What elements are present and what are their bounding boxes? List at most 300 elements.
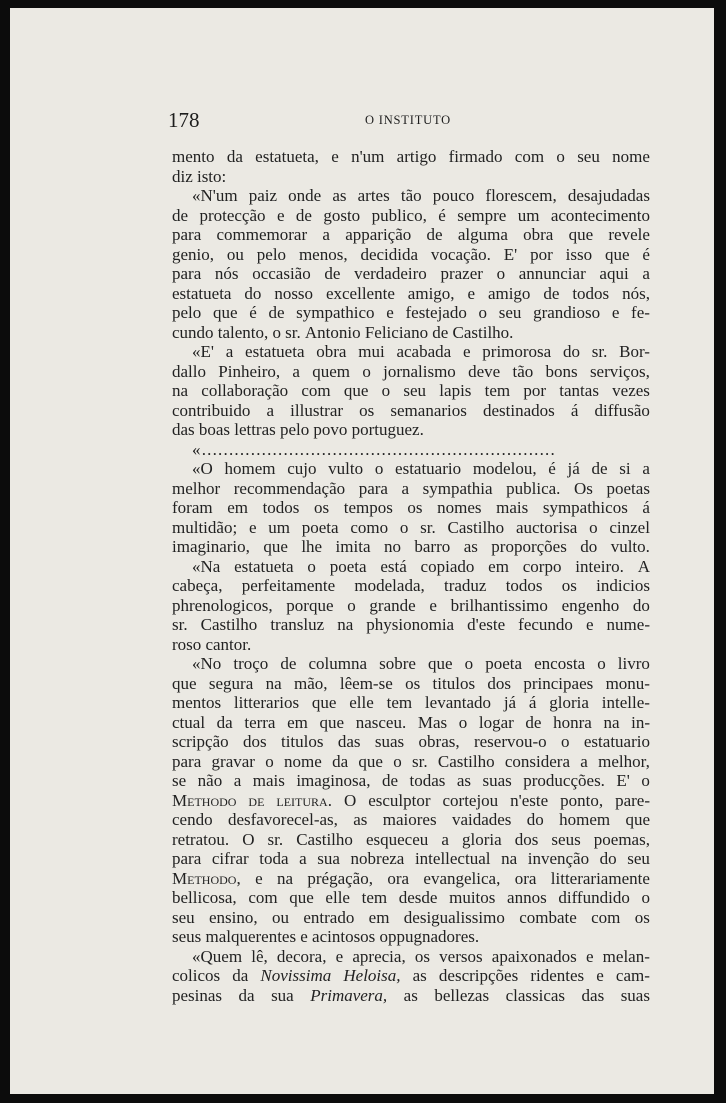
text-line bbox=[172, 693, 650, 713]
word: homem bbox=[224, 459, 276, 478]
word: muitos bbox=[449, 888, 496, 907]
word: em bbox=[287, 712, 308, 732]
word: o bbox=[393, 751, 402, 771]
word: recommendação bbox=[233, 478, 346, 498]
word: de bbox=[381, 771, 398, 790]
word: apparição bbox=[345, 225, 412, 244]
word: das bbox=[172, 420, 195, 439]
word: pelo bbox=[256, 244, 287, 264]
text-line bbox=[172, 518, 650, 538]
body-text bbox=[172, 147, 650, 1005]
word: de bbox=[324, 264, 341, 283]
word: nume- bbox=[606, 615, 650, 634]
word: a bbox=[292, 361, 300, 381]
word: ou bbox=[272, 907, 289, 927]
word: que bbox=[358, 751, 383, 771]
word: de bbox=[543, 283, 560, 303]
word: de bbox=[248, 790, 265, 810]
word: homem bbox=[559, 810, 611, 829]
word: traduz bbox=[443, 576, 487, 595]
word: Castilho bbox=[437, 751, 495, 771]
word: troço bbox=[233, 654, 269, 673]
word: o bbox=[464, 654, 474, 673]
text-line bbox=[172, 323, 650, 343]
word: seu bbox=[403, 381, 427, 400]
word: por bbox=[530, 244, 553, 264]
word: verdadeiro bbox=[354, 264, 427, 283]
word: nosso bbox=[274, 283, 314, 303]
word: e bbox=[248, 517, 257, 537]
word: estatueta bbox=[234, 556, 294, 576]
word: e bbox=[611, 303, 620, 322]
text-line bbox=[172, 830, 650, 850]
word: fe- bbox=[631, 303, 650, 322]
word: e bbox=[585, 615, 594, 634]
word: Primavera, bbox=[310, 985, 388, 1005]
word: prazer bbox=[440, 264, 483, 283]
word: para bbox=[172, 849, 202, 868]
word: os bbox=[359, 400, 375, 420]
word: acintosos bbox=[312, 927, 376, 946]
word: a bbox=[225, 342, 234, 361]
word: lhe bbox=[301, 537, 323, 556]
word: de bbox=[432, 322, 449, 342]
word: malquerentes bbox=[205, 927, 297, 946]
word: apaixonados bbox=[491, 946, 577, 966]
word: obras, bbox=[418, 732, 460, 751]
word: vaidades bbox=[451, 810, 512, 829]
word: publica. bbox=[506, 478, 561, 498]
word: elle bbox=[325, 888, 350, 907]
word: do bbox=[632, 595, 650, 615]
word: commemorar bbox=[216, 225, 308, 244]
word: desajudadas bbox=[567, 186, 650, 205]
word: cantor. bbox=[205, 634, 252, 654]
word: melan- bbox=[602, 946, 650, 966]
word: Os bbox=[574, 478, 593, 498]
word: sua bbox=[271, 985, 294, 1005]
word: da bbox=[226, 147, 243, 166]
word: melhor bbox=[172, 478, 221, 498]
word: isso bbox=[565, 244, 593, 264]
page-header bbox=[168, 108, 648, 136]
word: ora bbox=[387, 868, 410, 888]
word: portuguez. bbox=[351, 420, 424, 439]
word: do bbox=[599, 849, 617, 868]
word: amigo, bbox=[407, 283, 455, 303]
word: isto: bbox=[196, 166, 227, 186]
text-line bbox=[172, 908, 650, 928]
word: grande bbox=[369, 595, 416, 615]
word: as bbox=[463, 537, 478, 556]
word: deve bbox=[468, 361, 501, 381]
word: do bbox=[244, 283, 262, 303]
word: copiado bbox=[420, 556, 475, 576]
word: um bbox=[268, 517, 290, 537]
word: da bbox=[216, 712, 233, 732]
word: aqui bbox=[599, 264, 629, 283]
word: melhor, bbox=[598, 751, 650, 771]
word: columna bbox=[308, 654, 368, 673]
word: as bbox=[403, 985, 418, 1005]
word: as bbox=[332, 186, 347, 205]
word: excellente bbox=[325, 283, 395, 303]
word: grandioso bbox=[533, 303, 601, 322]
word: Pinheiro, bbox=[218, 361, 281, 381]
word: e bbox=[300, 927, 308, 946]
word: mento bbox=[172, 147, 215, 166]
word: que bbox=[289, 888, 314, 907]
word: tempos bbox=[343, 498, 393, 517]
word: que bbox=[343, 381, 369, 400]
word: Castilho bbox=[296, 829, 353, 849]
word: segura bbox=[208, 673, 254, 693]
word: e bbox=[429, 595, 437, 615]
word: como bbox=[350, 517, 389, 537]
word: sr. bbox=[285, 322, 301, 342]
word: intellectual bbox=[414, 849, 491, 868]
word: classicas bbox=[505, 985, 566, 1005]
word: serviços, bbox=[589, 361, 650, 381]
word: decora, bbox=[276, 946, 327, 966]
word: artigo bbox=[396, 147, 437, 166]
word: revele bbox=[608, 225, 650, 244]
word: gosto bbox=[323, 205, 361, 225]
word: Feliciano bbox=[364, 322, 429, 342]
word: entrado bbox=[303, 907, 355, 927]
word: bons bbox=[545, 361, 578, 381]
word: n'este bbox=[510, 790, 549, 810]
word: nome bbox=[284, 751, 322, 771]
word: para bbox=[172, 751, 202, 771]
word: ponto, bbox=[560, 790, 604, 810]
word: o bbox=[362, 361, 371, 381]
word: obra bbox=[523, 225, 554, 244]
word: «N'um bbox=[192, 186, 238, 205]
word: cifrar bbox=[211, 849, 249, 868]
word: bellezas bbox=[434, 985, 490, 1005]
word: para bbox=[172, 264, 202, 283]
text-line bbox=[172, 713, 650, 733]
word: o bbox=[458, 712, 468, 732]
word: na bbox=[172, 381, 189, 400]
word: a bbox=[642, 459, 650, 478]
word: poeta bbox=[485, 654, 523, 673]
text-line bbox=[172, 674, 650, 694]
word: suas bbox=[374, 732, 405, 751]
word: producções. bbox=[523, 771, 605, 790]
word: cabeça, bbox=[172, 576, 223, 595]
word: occasião bbox=[252, 264, 311, 283]
word: collaboração bbox=[201, 381, 289, 400]
word: o bbox=[307, 556, 316, 576]
word: versos bbox=[439, 946, 483, 966]
word: poeta bbox=[301, 517, 339, 537]
text-line bbox=[172, 264, 650, 284]
word: para bbox=[172, 225, 202, 244]
word: nós, bbox=[622, 283, 650, 303]
word: todas bbox=[409, 771, 446, 790]
word: cundo bbox=[172, 322, 214, 342]
word: de bbox=[525, 712, 542, 732]
word: vulto. bbox=[610, 537, 650, 556]
word: alguma bbox=[457, 225, 508, 244]
word: destinados bbox=[482, 400, 555, 420]
text-line bbox=[172, 986, 650, 1006]
word: já bbox=[503, 693, 517, 712]
word: todos bbox=[505, 576, 543, 595]
word: annunciar bbox=[518, 264, 586, 283]
word: seus bbox=[551, 829, 581, 849]
word: Castilho bbox=[200, 615, 258, 634]
word: é bbox=[249, 303, 257, 322]
word: os bbox=[314, 498, 330, 517]
word: gravar bbox=[211, 751, 255, 771]
word: esculptor bbox=[368, 790, 431, 810]
word: e bbox=[585, 946, 594, 966]
word: diffusão bbox=[594, 400, 650, 420]
word: logar bbox=[478, 712, 514, 732]
word: vezes bbox=[612, 381, 650, 400]
word: a bbox=[580, 751, 588, 771]
text-line bbox=[172, 791, 650, 811]
word: esqueceu bbox=[365, 829, 429, 849]
word: E' bbox=[503, 244, 518, 264]
word: sr. bbox=[420, 517, 436, 537]
word: Methodo, bbox=[172, 868, 241, 888]
word: evangelica, bbox=[423, 868, 501, 888]
word: «O bbox=[192, 459, 213, 478]
word: sobre bbox=[379, 654, 416, 673]
word: imaginario, bbox=[172, 537, 250, 556]
word: protecção bbox=[199, 205, 266, 225]
text-line bbox=[172, 654, 650, 674]
text-line bbox=[172, 615, 650, 635]
word: sr. bbox=[172, 615, 188, 634]
text-line bbox=[172, 167, 650, 187]
word: povo bbox=[313, 420, 348, 439]
word: Castilho. bbox=[452, 322, 514, 342]
word: poeta bbox=[329, 556, 367, 576]
word: em bbox=[488, 556, 509, 576]
word: tem bbox=[386, 693, 413, 712]
word: á bbox=[570, 400, 579, 420]
word: á bbox=[528, 693, 537, 712]
word: com bbox=[591, 907, 621, 927]
word: e bbox=[596, 966, 604, 985]
word: seu bbox=[627, 849, 650, 868]
word: artes bbox=[357, 186, 390, 205]
word: tão bbox=[512, 361, 534, 381]
word: A bbox=[637, 556, 650, 576]
word: monu- bbox=[605, 673, 650, 693]
word: da bbox=[238, 985, 255, 1005]
word: a bbox=[322, 225, 330, 244]
word: o bbox=[597, 654, 606, 673]
word: foram bbox=[172, 498, 213, 517]
word: diz bbox=[172, 166, 193, 186]
word: tem bbox=[361, 888, 388, 907]
text-line bbox=[172, 869, 650, 889]
word: que bbox=[319, 712, 345, 732]
word: gloria bbox=[549, 693, 589, 712]
text-line bbox=[172, 401, 650, 421]
word: da bbox=[232, 966, 249, 985]
text-line bbox=[172, 596, 650, 616]
word: em bbox=[227, 498, 248, 517]
word: as bbox=[412, 966, 427, 985]
word: por bbox=[523, 381, 547, 400]
word: de bbox=[280, 654, 297, 673]
word: dallo bbox=[172, 361, 206, 381]
word: Methodo bbox=[172, 790, 237, 810]
word: toda bbox=[259, 849, 289, 868]
word: semanarios bbox=[390, 400, 467, 420]
word: mentos bbox=[172, 693, 222, 712]
word: de bbox=[591, 459, 608, 478]
word: as bbox=[456, 771, 472, 790]
word: o bbox=[478, 303, 488, 322]
word: desigualissimo bbox=[403, 907, 505, 927]
word: genio, bbox=[172, 244, 215, 264]
word: poemas, bbox=[593, 829, 650, 849]
word: brilhantissimo bbox=[450, 595, 548, 615]
word: sr. bbox=[412, 751, 428, 771]
word: e bbox=[331, 147, 339, 166]
word: perfeitamente bbox=[241, 576, 336, 595]
word: que bbox=[172, 673, 197, 693]
word: de bbox=[295, 205, 312, 225]
word: é bbox=[438, 205, 446, 225]
word: publico, bbox=[371, 205, 427, 225]
word: o bbox=[589, 517, 598, 537]
word: vulto bbox=[328, 459, 364, 478]
text-line bbox=[172, 479, 650, 499]
word: todos bbox=[572, 283, 610, 303]
word: ensino, bbox=[209, 907, 258, 927]
word: jornalismo bbox=[383, 361, 456, 381]
word: suas bbox=[620, 985, 650, 1005]
word: dos bbox=[514, 829, 539, 849]
word: «E' bbox=[192, 342, 214, 361]
word: pelo bbox=[279, 420, 310, 439]
word: E' bbox=[616, 771, 630, 790]
word: do bbox=[526, 810, 544, 829]
word: não bbox=[197, 771, 223, 790]
text-line bbox=[172, 810, 650, 830]
word: com bbox=[301, 381, 331, 400]
word: Mas bbox=[417, 712, 448, 732]
word: intelle- bbox=[601, 693, 650, 712]
text-line bbox=[172, 498, 650, 518]
word: seu bbox=[498, 303, 522, 322]
word: nasceu. bbox=[355, 712, 407, 732]
word: nós bbox=[214, 264, 239, 283]
word: o bbox=[265, 751, 274, 771]
word: roso bbox=[172, 634, 202, 654]
word: nomes bbox=[437, 498, 482, 517]
word: os bbox=[561, 576, 577, 595]
word: sr. bbox=[267, 829, 284, 849]
word: obra bbox=[316, 342, 347, 361]
text-line bbox=[172, 303, 650, 323]
word: o bbox=[556, 147, 565, 166]
word: o bbox=[399, 517, 409, 537]
word: onde bbox=[288, 186, 322, 205]
word: phrenologicos, bbox=[172, 595, 273, 615]
word: diffundido bbox=[558, 888, 630, 907]
word: já bbox=[567, 459, 580, 478]
word: imaginosa, bbox=[296, 771, 371, 790]
word: o bbox=[561, 732, 570, 751]
word: tão bbox=[400, 186, 422, 205]
word: que bbox=[625, 810, 650, 829]
word: a bbox=[266, 400, 275, 420]
word: invenção bbox=[527, 849, 590, 868]
word: encosta bbox=[534, 654, 586, 673]
text-line bbox=[172, 947, 650, 967]
word: seu bbox=[172, 907, 195, 927]
word: desde bbox=[398, 888, 438, 907]
word: das bbox=[337, 732, 361, 751]
word: Novissima bbox=[260, 966, 332, 985]
word: o bbox=[641, 888, 650, 907]
word: prégação, bbox=[307, 868, 373, 888]
word: retratou. bbox=[172, 829, 230, 849]
word: a bbox=[441, 829, 449, 849]
word: d'este bbox=[467, 615, 506, 634]
word: e bbox=[467, 283, 476, 303]
word: maiores bbox=[382, 810, 437, 829]
word: a bbox=[299, 849, 307, 868]
text-line bbox=[172, 888, 650, 908]
word: festejado bbox=[405, 303, 467, 322]
word: pouco bbox=[432, 186, 475, 205]
word: annos bbox=[507, 888, 547, 907]
text-line bbox=[172, 459, 650, 479]
word: cam- bbox=[615, 966, 650, 985]
word: cortejou bbox=[442, 790, 499, 810]
word: reservou-o bbox=[473, 732, 547, 751]
word: quem bbox=[312, 361, 351, 381]
word: vocação. bbox=[430, 244, 491, 264]
word: ou bbox=[226, 244, 244, 264]
word: elle bbox=[349, 693, 374, 712]
word: O bbox=[242, 829, 255, 849]
word: que bbox=[311, 693, 337, 712]
text-line bbox=[172, 771, 650, 791]
word: da bbox=[332, 751, 349, 771]
word: oppugnadores. bbox=[379, 927, 480, 946]
word: corpo bbox=[522, 556, 562, 576]
word: proporções bbox=[491, 537, 567, 556]
word: os bbox=[405, 673, 421, 693]
word: o bbox=[374, 459, 384, 478]
text-line bbox=[172, 206, 650, 226]
word: physionomia bbox=[366, 615, 455, 634]
word: livro bbox=[617, 654, 650, 673]
word: fecundo bbox=[518, 615, 573, 634]
word: pesinas bbox=[172, 985, 223, 1005]
word: nome bbox=[612, 147, 650, 166]
word: os bbox=[634, 907, 650, 927]
text-line bbox=[172, 342, 650, 362]
word: estatueta bbox=[245, 342, 305, 361]
word: talento, bbox=[217, 322, 269, 342]
word: a bbox=[401, 478, 410, 498]
word: tantas bbox=[559, 381, 599, 400]
word: honra bbox=[553, 712, 592, 732]
